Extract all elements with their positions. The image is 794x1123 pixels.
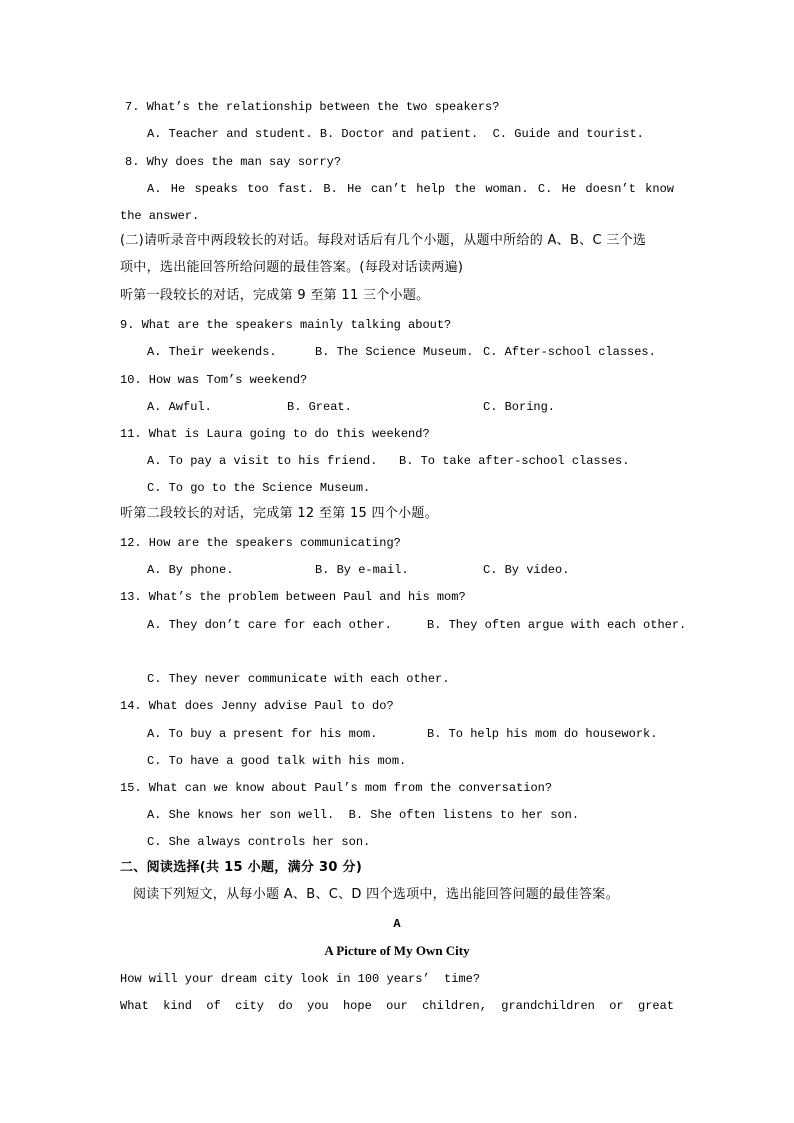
question-10-option-c: C. Boring. [483,400,556,414]
question-15: 15. What can we know about Paul’s mom from the conversation? [120,781,553,795]
question-9: 9. What are the speakers mainly talking about? [120,318,452,332]
question-9-option-b: B. The Science Museum. [315,345,474,359]
question-14: 14. What does Jenny advise Paul to do? [120,699,394,713]
dialog2-intro: 听第二段较长的对话，完成第 12 至第 15 四个小题。 [120,506,439,521]
question-13-option-b: B. They often argue with each other. [427,618,687,632]
question-9-option-c: C. After-school classes. [483,345,656,359]
passage-line-1: How will your dream city look in 100 years’ time? [120,972,481,986]
question-12-option-a: A. By phone. [147,563,234,577]
question-7: 7. What’s the relationship between the two speakers? [125,100,500,114]
question-8-options-cont: the answer. [120,209,200,223]
question-15-option-c: C. She always controls her son. [147,835,371,849]
question-12: 12. How are the speakers communicating? [120,536,401,550]
question-10-option-a: A. Awful. [147,400,212,414]
section-instruction-line1: (二)请听录音中两段较长的对话。每段对话后有几个小题，从题中所给的 A、B、C 三个选 [120,233,647,248]
reading-section-heading: 二、阅读选择(共 15 小题，满分 30 分) [120,860,363,875]
section-instruction-line2: 项中，选出能回答所给问题的最佳答案。(每段对话读两遍) [120,260,464,275]
question-14-option-a: A. To buy a present for his mom. [147,727,378,741]
question-7-options: A. Teacher and student. B. Doctor and patient. C. Guide and tourist. [147,127,644,141]
question-11: 11. What is Laura going to do this weekend? [120,427,430,441]
passage-title: A Picture of My Own City [324,943,470,958]
question-15-options-ab: A. She knows her son well. B. She often listens to her son. [147,808,580,822]
question-14-option-c: C. To have a good talk with his mom. [147,754,407,768]
question-8: 8. Why does the man say sorry? [125,155,342,169]
reading-instruction: 阅读下列短文，从每小题 A、B、C、D 四个选项中，选出能回答问题的最佳答案。 [133,887,619,902]
question-13: 13. What’s the problem between Paul and his mom? [120,590,466,604]
question-9-option-a: A. Their weekends. [147,345,277,359]
question-14-option-b: B. To help his mom do housework. [427,727,658,741]
passage-label: A [393,917,401,931]
question-11-option-b: B. To take after-school classes. [399,454,630,468]
question-11-option-c: C. To go to the Science Museum. [147,481,371,495]
question-12-option-b: B. By e-mail. [315,563,409,577]
passage-line-2: What kind of city do you hope our children, grandchildren or great [120,999,674,1013]
question-13-option-c: C. They never communicate with each other. [147,672,450,686]
question-10: 10. How was Tom’s weekend? [120,373,308,387]
question-12-option-c: C. By video. [483,563,570,577]
question-10-option-b: B. Great. [287,400,352,414]
question-8-options: A. He speaks too fast. B. He can’t help the woman. C. He doesn’t know [147,182,674,196]
question-13-option-a: A. They don’t care for each other. [147,618,392,632]
question-11-option-a: A. To pay a visit to his friend. [147,454,378,468]
dialog1-intro: 听第一段较长的对话，完成第 9 至第 11 三个小题。 [120,288,430,303]
